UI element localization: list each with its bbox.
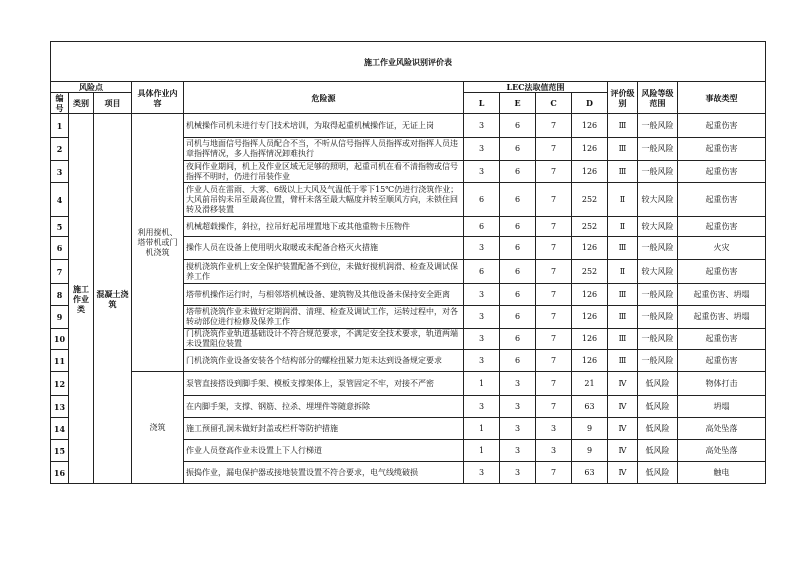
risk-grade-cell: 低风险 (638, 440, 678, 462)
risk-grade-cell: 一般风险 (638, 306, 678, 329)
category-cell: 施工作业类 (69, 114, 94, 484)
l-value: 3 (464, 329, 500, 350)
risk-grade-cell: 低风险 (638, 418, 678, 440)
work-content-cell: 浇筑 (132, 372, 184, 484)
accident-type-cell: 起重伤害 (678, 217, 766, 237)
e-value: 6 (500, 350, 536, 372)
hazard-cell: 在内脚手架，支撑、钢筋、拉杀、埋埋件等随意拆除 (184, 396, 464, 418)
risk-grade-cell: 较大风险 (638, 217, 678, 237)
header-d: D (572, 93, 608, 114)
c-value: 7 (536, 462, 572, 484)
accident-type-cell: 触电 (678, 462, 766, 484)
eval-level-cell: Ⅳ (608, 418, 638, 440)
eval-level-cell: Ⅲ (608, 350, 638, 372)
table-row (51, 114, 766, 138)
hazard-cell: 施工预留孔洞未做好封盖或栏杆等防护措施 (184, 418, 464, 440)
e-value: 3 (500, 418, 536, 440)
d-value: 252 (572, 217, 608, 237)
risk-grade-cell: 低风险 (638, 462, 678, 484)
c-value: 7 (536, 372, 572, 396)
l-value: 1 (464, 418, 500, 440)
row-number: 3 (51, 161, 69, 183)
l-value: 3 (464, 350, 500, 372)
c-value: 7 (536, 350, 572, 372)
risk-grade-cell: 一般风险 (638, 350, 678, 372)
c-value: 7 (536, 183, 572, 217)
accident-type-cell: 起重伤害、坍塌 (678, 284, 766, 306)
d-value: 126 (572, 161, 608, 183)
risk-grade-cell: 低风险 (638, 396, 678, 418)
accident-type-cell: 高处坠落 (678, 418, 766, 440)
row-number: 5 (51, 217, 69, 237)
accident-type-cell: 起重伤害 (678, 114, 766, 138)
e-value: 6 (500, 237, 536, 260)
e-value: 3 (500, 372, 536, 396)
risk-grade-cell: 较大风险 (638, 183, 678, 217)
row-number: 6 (51, 237, 69, 260)
row-number: 7 (51, 260, 69, 284)
row-number: 15 (51, 440, 69, 462)
e-value: 6 (500, 114, 536, 138)
hazard-cell: 门机浇筑作业轨道基础设计不符合规范要求，不满足安全技术要求，轨道两端未设置阻位装置 (184, 329, 464, 350)
header-category: 类别 (69, 93, 94, 114)
work-content-cell: 利用搅机、塔带机或门机浇筑 (132, 114, 184, 372)
eval-level-cell: Ⅱ (608, 217, 638, 237)
hazard-cell: 塔带机浇筑作业未做好定期润滑、清理、检查及调试工作，运转过程中，对各转动部位进行检修及保养工作 (184, 306, 464, 329)
header-risk-point: 风险点 (51, 82, 132, 93)
item-cell: 混凝土浇筑 (94, 114, 132, 484)
d-value: 21 (572, 372, 608, 396)
header-risk-grade: 风险等级范围 (638, 82, 678, 114)
table-title: 施工作业风险识别评价表 (51, 42, 766, 82)
d-value: 63 (572, 396, 608, 418)
e-value: 3 (500, 440, 536, 462)
c-value: 3 (536, 440, 572, 462)
row-number: 11 (51, 350, 69, 372)
hazard-cell: 泵管直接搭设到脚手架、模板支撑架体上，泵管固定不牢，对接不严密 (184, 372, 464, 396)
l-value: 3 (464, 138, 500, 161)
hazard-cell: 作业人员在雷雨、大雾、6级以上大风及气温低于零下15℃仍进行浇筑作业；大风前吊钩未吊至最高位置，臂杆未落至最大幅度并转至顺风方向，未锁住回转及滑移装置 (184, 183, 464, 217)
l-value: 6 (464, 217, 500, 237)
row-number: 1 (51, 114, 69, 138)
e-value: 6 (500, 138, 536, 161)
d-value: 252 (572, 260, 608, 284)
d-value: 126 (572, 306, 608, 329)
l-value: 6 (464, 260, 500, 284)
c-value: 7 (536, 237, 572, 260)
row-number: 14 (51, 418, 69, 440)
c-value: 7 (536, 217, 572, 237)
c-value: 7 (536, 284, 572, 306)
eval-level-cell: Ⅲ (608, 114, 638, 138)
c-value: 7 (536, 329, 572, 350)
eval-level-cell: Ⅲ (608, 138, 638, 161)
e-value: 3 (500, 462, 536, 484)
c-value: 7 (536, 306, 572, 329)
c-value: 7 (536, 260, 572, 284)
row-number: 4 (51, 183, 69, 217)
header-eval-level: 评价级别 (608, 82, 638, 114)
risk-grade-cell: 较大风险 (638, 260, 678, 284)
row-number: 9 (51, 306, 69, 329)
header-work-content: 具体作业内容 (132, 82, 184, 114)
hazard-cell: 机械超载操作，斜拉，拉吊好起吊埋置地下或其他重物卡压物件 (184, 217, 464, 237)
hazard-cell: 机械操作司机未进行专门技术培训，为取得起重机械操作证，无证上岗 (184, 114, 464, 138)
e-value: 3 (500, 396, 536, 418)
row-number: 16 (51, 462, 69, 484)
accident-type-cell: 坍塌 (678, 396, 766, 418)
accident-type-cell: 起重伤害 (678, 329, 766, 350)
accident-type-cell: 起重伤害 (678, 260, 766, 284)
d-value: 126 (572, 138, 608, 161)
l-value: 3 (464, 161, 500, 183)
d-value: 126 (572, 237, 608, 260)
row-number: 13 (51, 396, 69, 418)
eval-level-cell: Ⅳ (608, 440, 638, 462)
e-value: 6 (500, 217, 536, 237)
eval-level-cell: Ⅲ (608, 284, 638, 306)
eval-level-cell: Ⅲ (608, 306, 638, 329)
risk-grade-cell: 一般风险 (638, 284, 678, 306)
header-item: 项目 (94, 93, 132, 114)
eval-level-cell: Ⅲ (608, 237, 638, 260)
header-no: 编号 (51, 93, 69, 114)
eval-level-cell: Ⅲ (608, 161, 638, 183)
accident-type-cell: 起重伤害 (678, 350, 766, 372)
risk-grade-cell: 一般风险 (638, 138, 678, 161)
hazard-cell: 作业人员登高作业未设置上下人行梯道 (184, 440, 464, 462)
risk-grade-cell: 一般风险 (638, 114, 678, 138)
d-value: 126 (572, 329, 608, 350)
l-value: 3 (464, 462, 500, 484)
d-value: 252 (572, 183, 608, 217)
l-value: 1 (464, 440, 500, 462)
e-value: 6 (500, 284, 536, 306)
hazard-cell: 塔带机操作运行时，与相邻塔机械设备、建筑物及其他设备未保持安全距离 (184, 284, 464, 306)
c-value: 3 (536, 418, 572, 440)
e-value: 6 (500, 183, 536, 217)
accident-type-cell: 起重伤害、坍塌 (678, 306, 766, 329)
hazard-cell: 门机浇筑作业设备安装各个结构部分的螺栓扭紧力矩未达到设备规定要求 (184, 350, 464, 372)
d-value: 126 (572, 114, 608, 138)
risk-grade-cell: 一般风险 (638, 237, 678, 260)
risk-grade-cell: 低风险 (638, 372, 678, 396)
hazard-cell: 夜间作业期间，机上及作业区域无足够的照明，起重司机在看不清指物或信号指挥不明时，仍进行吊装作业 (184, 161, 464, 183)
d-value: 9 (572, 440, 608, 462)
eval-level-cell: Ⅱ (608, 183, 638, 217)
eval-level-cell: Ⅳ (608, 372, 638, 396)
accident-type-cell: 物体打击 (678, 372, 766, 396)
accident-type-cell: 火灾 (678, 237, 766, 260)
hazard-cell: 司机与地面信号指挥人员配合不当，不听从信号指挥人员指挥或对指挥人员违章指挥情况，多人指挥情况卸难执行 (184, 138, 464, 161)
d-value: 126 (572, 284, 608, 306)
d-value: 126 (572, 350, 608, 372)
l-value: 3 (464, 114, 500, 138)
l-value: 1 (464, 372, 500, 396)
d-value: 9 (572, 418, 608, 440)
header-e: E (500, 93, 536, 114)
e-value: 6 (500, 161, 536, 183)
l-value: 3 (464, 284, 500, 306)
c-value: 7 (536, 114, 572, 138)
eval-level-cell: Ⅳ (608, 396, 638, 418)
eval-level-cell: Ⅱ (608, 260, 638, 284)
header-lec-range: LEC法取值范围 (464, 82, 608, 93)
l-value: 3 (464, 306, 500, 329)
risk-grade-cell: 一般风险 (638, 161, 678, 183)
accident-type-cell: 起重伤害 (678, 183, 766, 217)
l-value: 3 (464, 237, 500, 260)
hazard-cell: 搅机浇筑作业机上安全保护装置配备不到位，未做好搅机润滑、检查及调试保养工作 (184, 260, 464, 284)
l-value: 3 (464, 396, 500, 418)
accident-type-cell: 起重伤害 (678, 161, 766, 183)
hazard-cell: 振捣作业，漏电保护器或接地装置设置不符合要求，电气线缆破损 (184, 462, 464, 484)
e-value: 6 (500, 260, 536, 284)
accident-type-cell: 起重伤害 (678, 138, 766, 161)
table-row (51, 372, 766, 396)
c-value: 7 (536, 161, 572, 183)
hazard-cell: 操作人员在设备上使用明火取暖或未配备合格灭火措施 (184, 237, 464, 260)
accident-type-cell: 高处坠落 (678, 440, 766, 462)
d-value: 63 (572, 462, 608, 484)
row-number: 10 (51, 329, 69, 350)
row-number: 8 (51, 284, 69, 306)
header-c: C (536, 93, 572, 114)
row-number: 12 (51, 372, 69, 396)
eval-level-cell: Ⅳ (608, 462, 638, 484)
e-value: 6 (500, 329, 536, 350)
c-value: 7 (536, 396, 572, 418)
header-hazard: 危险源 (184, 82, 464, 114)
eval-level-cell: Ⅲ (608, 329, 638, 350)
risk-grade-cell: 一般风险 (638, 329, 678, 350)
c-value: 7 (536, 138, 572, 161)
risk-assessment-table (50, 41, 766, 484)
e-value: 6 (500, 306, 536, 329)
header-l: L (464, 93, 500, 114)
header-accident-type: 事故类型 (678, 82, 766, 114)
l-value: 6 (464, 183, 500, 217)
row-number: 2 (51, 138, 69, 161)
